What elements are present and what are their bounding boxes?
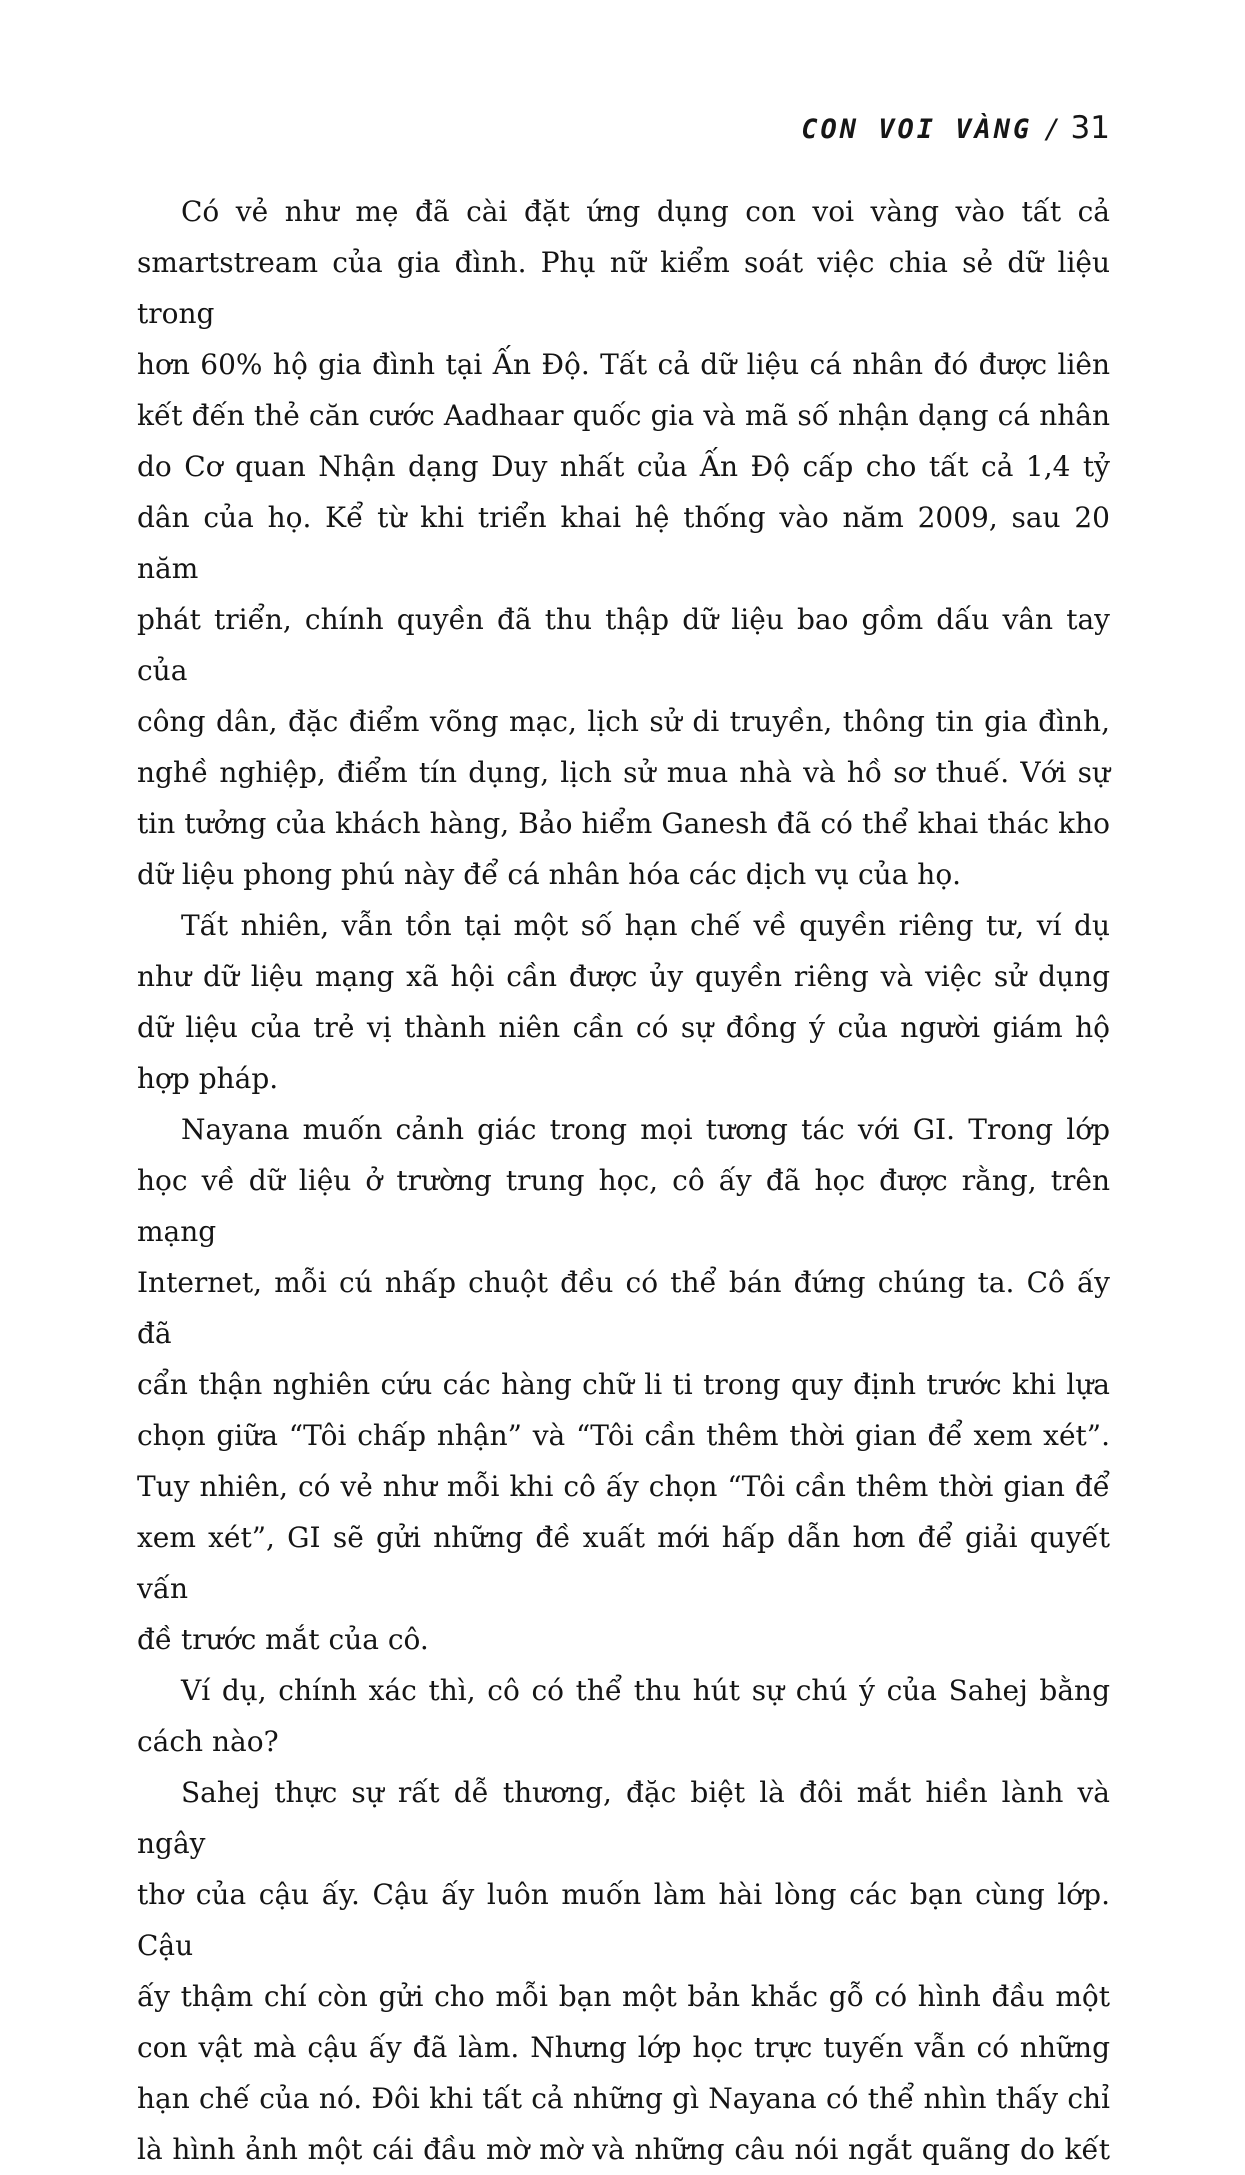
text-line: cẩn thận nghiên cứu các hàng chữ li ti trong quy định trước khi lựa <box>137 1368 1110 1401</box>
text-line: phát triển, chính quyền đã thu thập dữ liệu bao gồm dấu vân tay của <box>137 603 1110 687</box>
text-line: nghề nghiệp, điểm tín dụng, lịch sử mua nhà và hồ sơ thuế. Với sự <box>137 756 1110 789</box>
text-line: công dân, đặc điểm võng mạc, lịch sử di truyền, thông tin gia đình, <box>137 705 1110 738</box>
text-line: Sahej thực sự rất dễ thương, đặc biệt là đôi mắt hiền lành và ngây <box>137 1776 1110 1860</box>
paragraph <box>137 186 1110 900</box>
text-line: ấy thậm chí còn gửi cho mỗi bạn một bản khắc gỗ có hình đầu một <box>137 1980 1110 2013</box>
text-line: con vật mà cậu ấy đã làm. Nhưng lớp học trực tuyến vẫn có những <box>137 2031 1110 2064</box>
page-body <box>137 186 1110 2175</box>
page-header <box>137 110 1110 146</box>
text-line: do Cơ quan Nhận dạng Duy nhất của Ấn Độ cấp cho tất cả 1,4 tỷ <box>137 450 1110 483</box>
page-number: 31 <box>1070 110 1110 146</box>
text-line: Internet, mỗi cú nhấp chuột đều có thể bán đứng chúng ta. Cô ấy đã <box>137 1266 1110 1350</box>
text-line: như dữ liệu mạng xã hội cần được ủy quyền riêng và việc sử dụng <box>137 960 1110 993</box>
text-line: hạn chế của nó. Đôi khi tất cả những gì Nayana có thể nhìn thấy chỉ <box>137 2082 1110 2115</box>
paragraph <box>137 1767 1110 2175</box>
paragraph <box>137 900 1110 1104</box>
header-separator: / <box>1044 114 1061 145</box>
text-line: cách nào? <box>137 1725 279 1758</box>
text-line: hơn 60% hộ gia đình tại Ấn Độ. Tất cả dữ liệu cá nhân đó được liên <box>137 348 1110 381</box>
text-line: kết đến thẻ căn cước Aadhaar quốc gia và mã số nhận dạng cá nhân <box>137 399 1110 432</box>
text-line: Có vẻ như mẹ đã cài đặt ứng dụng con voi vàng vào tất cả <box>181 195 1110 228</box>
text-line: dữ liệu phong phú này để cá nhân hóa các dịch vụ của họ. <box>137 858 962 891</box>
text-line: học về dữ liệu ở trường trung học, cô ấy đã học được rằng, trên mạng <box>137 1164 1110 1248</box>
text-line: xem xét”, GI sẽ gửi những đề xuất mới hấp dẫn hơn để giải quyết vấn <box>137 1521 1110 1605</box>
text-line: hợp pháp. <box>137 1062 279 1095</box>
text-line: dữ liệu của trẻ vị thành niên cần có sự đồng ý của người giám hộ <box>137 1011 1110 1044</box>
text-line: Nayana muốn cảnh giác trong mọi tương tác với GI. Trong lớp <box>181 1113 1110 1146</box>
text-line: Tuy nhiên, có vẻ như mỗi khi cô ấy chọn “Tôi cần thêm thời gian để <box>137 1470 1110 1503</box>
running-title: CON VOI VÀNG <box>801 114 1033 145</box>
text-line: chọn giữa “Tôi chấp nhận” và “Tôi cần thêm thời gian để xem xét”. <box>137 1419 1110 1452</box>
text-line: thơ của cậu ấy. Cậu ấy luôn muốn làm hài lòng các bạn cùng lớp. Cậu <box>137 1878 1110 1962</box>
text-line: là hình ảnh một cái đầu mờ mờ và những câu nói ngắt quãng do kết <box>137 2133 1110 2166</box>
text-line: tin tưởng của khách hàng, Bảo hiểm Ganesh đã có thể khai thác kho <box>137 807 1110 840</box>
text-line: đề trước mắt của cô. <box>137 1623 429 1656</box>
text-line: smartstream của gia đình. Phụ nữ kiểm soát việc chia sẻ dữ liệu trong <box>137 246 1110 330</box>
paragraph <box>137 1665 1110 1767</box>
text-line: Tất nhiên, vẫn tồn tại một số hạn chế về quyền riêng tư, ví dụ <box>181 909 1110 942</box>
text-line: dân của họ. Kể từ khi triển khai hệ thống vào năm 2009, sau 20 năm <box>137 501 1110 585</box>
paragraph <box>137 1104 1110 1665</box>
text-line: Ví dụ, chính xác thì, cô có thể thu hút sự chú ý của Sahej bằng <box>181 1674 1110 1707</box>
